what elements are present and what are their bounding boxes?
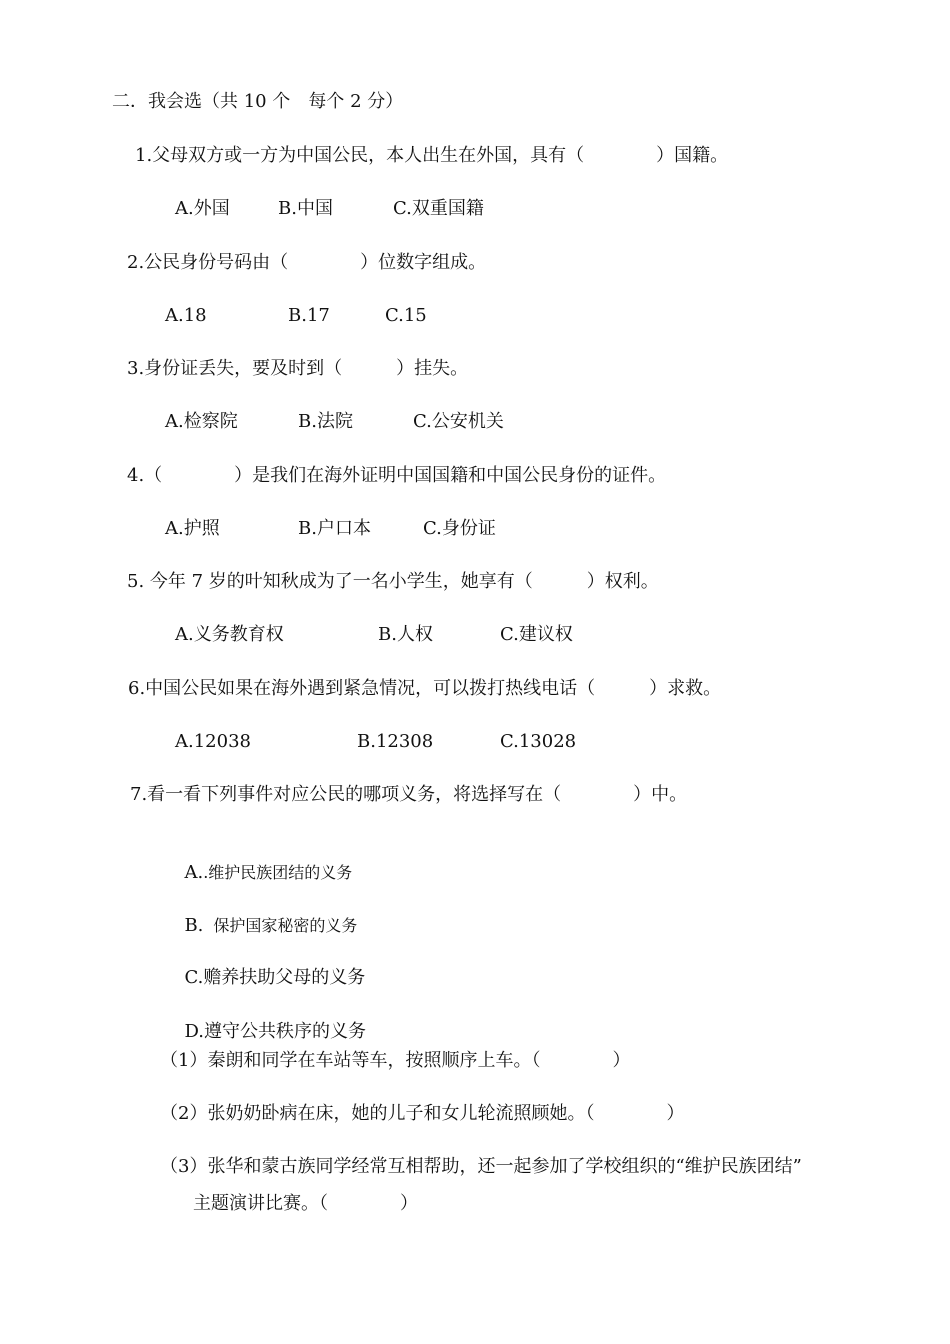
- choice-letter: C.: [184, 967, 204, 988]
- question-stem: 6.中国公民如果在海外遇到紧急情况，可以拨打热线电话（ ）求救。: [128, 678, 722, 699]
- option: A.12038: [175, 731, 251, 752]
- option: A.护照: [165, 518, 220, 539]
- choice-letter: D.: [184, 1021, 204, 1042]
- choice: [173, 942, 365, 990]
- section-heading: 二．我会选（共 10 个 每个 2 分）: [112, 91, 404, 112]
- choice-letter: A.: [184, 862, 204, 883]
- choice: [173, 996, 366, 1044]
- question-stem: 2.公民身份号码由（ ）位数字组成。: [127, 252, 487, 273]
- option: B.户口本: [298, 518, 371, 539]
- option: B.12308: [357, 731, 434, 752]
- sub-item: （2）张奶奶卧病在床，她的儿子和女儿轮流照顾她。（ ）: [160, 1103, 685, 1124]
- choice-text: .维护民族团结的义务: [203, 863, 353, 882]
- option: C.双重国籍: [393, 198, 484, 219]
- question-stem: 1.父母双方或一方为中国公民，本人出生在外国，具有（ ）国籍。: [135, 145, 729, 166]
- choice-text: 保护国家秘密的义务: [213, 916, 358, 935]
- question-stem: 4.（ ）是我们在海外证明中国国籍和中国公民身份的证件。: [127, 465, 667, 486]
- sub-item: 主题演讲比赛。（ ）: [193, 1193, 418, 1214]
- choice-text: 赡养扶助父母的义务: [203, 967, 366, 988]
- choice-letter: B.: [184, 915, 204, 936]
- option: C.13028: [500, 731, 577, 752]
- option: B.17: [288, 305, 330, 326]
- option: A.18: [165, 305, 207, 326]
- option: B.中国: [278, 198, 333, 219]
- question-stem: 3.身份证丢失，要及时到（ ）挂失。: [127, 358, 469, 379]
- option: C.15: [385, 305, 427, 326]
- choice: [173, 890, 357, 938]
- option: B.人权: [378, 624, 433, 645]
- question-stem: 5. 今年 7 岁的叶知秋成为了一名小学生，她享有（ ）权利。: [127, 571, 659, 592]
- choice-text: 遵守公共秩序的义务: [203, 1021, 366, 1042]
- option: A.义务教育权: [175, 624, 284, 645]
- option: C.身份证: [423, 518, 496, 539]
- option: C.公安机关: [413, 411, 504, 432]
- sub-item: （1）秦朗和同学在车站等车，按照顺序上车。（ ）: [160, 1050, 631, 1071]
- sub-item: （3）张华和蒙古族同学经常互相帮助，还一起参加了学校组织的“维护民族团结”: [160, 1156, 802, 1177]
- question-stem: 7.看一看下列事件对应公民的哪项义务，将选择写在（ ）中。: [130, 784, 688, 805]
- option: C.建议权: [500, 624, 573, 645]
- option: A.外国: [175, 198, 230, 219]
- option: A.检察院: [165, 411, 238, 432]
- choice: [173, 837, 352, 885]
- option: B.法院: [298, 411, 353, 432]
